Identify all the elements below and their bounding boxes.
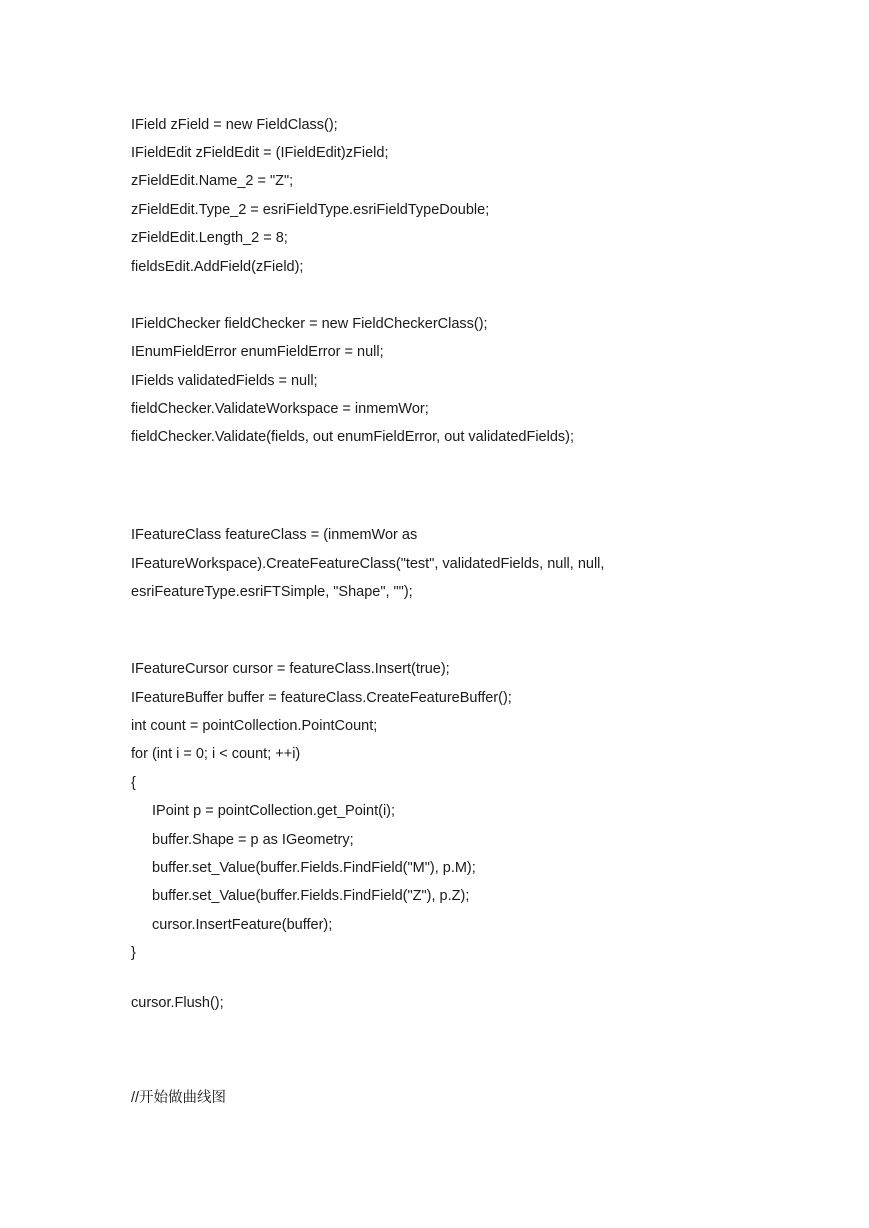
- code-line: IFieldChecker fieldChecker = new FieldCheckerClass();: [131, 316, 488, 332]
- code-line: buffer.set_Value(buffer.Fields.FindField("M"), p.M);: [152, 860, 476, 876]
- code-line: zFieldEdit.Name_2 = "Z";: [131, 173, 294, 189]
- code-line: IFeatureCursor cursor = featureClass.Insert(true);: [131, 661, 450, 677]
- code-line: IFeatureWorkspace).CreateFeatureClass("test", validatedFields, null, null,: [131, 556, 605, 572]
- code-line: {: [131, 775, 136, 791]
- code-line: int count = pointCollection.PointCount;: [131, 718, 378, 734]
- code-comment: //开始做曲线图: [131, 1090, 227, 1106]
- code-line: zFieldEdit.Type_2 = esriFieldType.esriFieldTypeDouble;: [131, 202, 490, 218]
- code-line: IField zField = new FieldClass();: [131, 117, 338, 133]
- code-line: fieldChecker.Validate(fields, out enumFieldError, out validatedFields);: [131, 429, 575, 445]
- code-line: zFieldEdit.Length_2 = 8;: [131, 230, 288, 246]
- code-line: IPoint p = pointCollection.get_Point(i);: [152, 803, 396, 819]
- code-line: IEnumFieldError enumFieldError = null;: [131, 344, 384, 360]
- code-line: buffer.set_Value(buffer.Fields.FindField("Z"), p.Z);: [152, 888, 470, 904]
- code-line: IFeatureBuffer buffer = featureClass.CreateFeatureBuffer();: [131, 690, 512, 706]
- code-line: IFieldEdit zFieldEdit = (IFieldEdit)zField;: [131, 145, 389, 161]
- code-line: fieldChecker.ValidateWorkspace = inmemWor;: [131, 401, 429, 417]
- code-line: for (int i = 0; i < count; ++i): [131, 746, 301, 762]
- code-line: cursor.Flush();: [131, 995, 224, 1011]
- code-line: esriFeatureType.esriFTSimple, "Shape", "");: [131, 584, 413, 600]
- code-line: fieldsEdit.AddField(zField);: [131, 259, 304, 275]
- code-line: IFields validatedFields = null;: [131, 373, 318, 389]
- code-line: }: [131, 945, 136, 961]
- code-line: cursor.InsertFeature(buffer);: [152, 917, 333, 933]
- code-line: IFeatureClass featureClass = (inmemWor as: [131, 527, 418, 543]
- code-line: buffer.Shape = p as IGeometry;: [152, 832, 354, 848]
